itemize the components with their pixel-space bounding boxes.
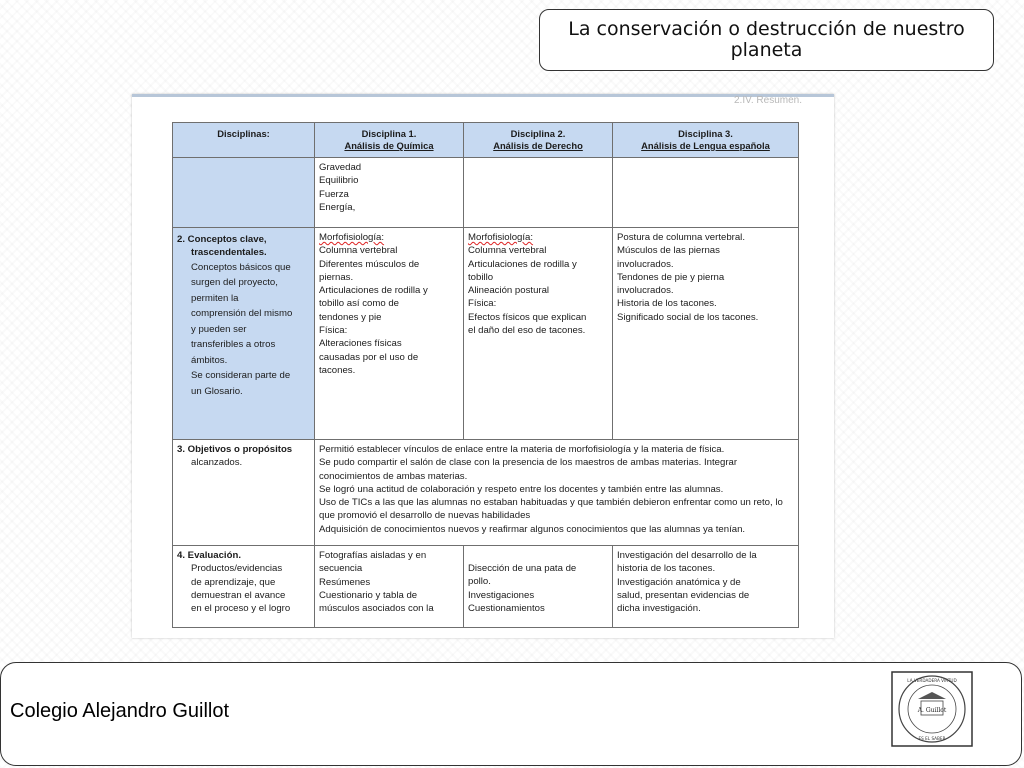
table-row	[173, 546, 799, 628]
summary-table	[172, 122, 799, 628]
school-logo	[891, 671, 973, 747]
school-name: Colegio Alejandro Guillot	[10, 700, 230, 722]
table-row	[173, 158, 799, 228]
slide-title-box	[539, 9, 994, 71]
row1-cell-1: Gravedad Equilibrio Fuerza Energía,	[315, 158, 464, 228]
row4-cell-3: Investigación del desarrollo de la historia de los tacones. Investigación anatómica y de salud, presentan evidencias de dicha investigación.	[613, 546, 799, 628]
row4-cell-1: Fotografías aisladas y en secuencia Resúmenes Cuestionario y tabla de músculos asociados con la	[315, 546, 464, 628]
table-row	[173, 440, 799, 546]
logo-name: A. Guillot	[917, 707, 947, 714]
row3-label-cell: 3. Objetivos o propósitos alcanzados.	[173, 440, 315, 546]
row1-label-cell	[173, 158, 315, 228]
header-disciplinas: Disciplinas:	[173, 123, 315, 158]
logo-motto-top: LA VERDADERA VIRTUD	[907, 678, 957, 683]
header-disciplina-1: Disciplina 1. Análisis de Química	[315, 123, 464, 158]
table-header-row	[173, 123, 799, 158]
row2-label-cell: 2. Conceptos clave, trascendentales. Conceptos básicos que surgen del proyecto, permiten la comprensión del mismo y pueden ser transferibles a otros ámbitos. Se consideran parte de un Glosario.	[173, 228, 315, 440]
row2-cell-1: Morfofisiología: Columna vertebral Diferentes músculos de piernas. Articulaciones de rodilla y tobillo así como de tendones y pie Física: Alteraciones físicas causadas por el uso de tacones.	[315, 228, 464, 440]
header-disciplina-3: Disciplina 3. Análisis de Lengua española	[613, 123, 799, 158]
row4-label-cell: 4. Evaluación. Productos/evidencias de aprendizaje, que demuestran el avance en el proceso y el logro	[173, 546, 315, 628]
logo-motto-bottom: ES EL SABER	[918, 736, 946, 741]
slide-title: La conservación o destrucción de nuestro planeta	[568, 18, 965, 61]
faded-caption: 2.IV. Resumen.	[733, 95, 802, 106]
table-row	[173, 228, 799, 440]
embedded-slide-image	[132, 94, 834, 638]
row2-cell-3: Postura de columna vertebral. Músculos de las piernas involucrados. Tendones de pie y pierna involucrados. Historia de los tacones. Significado social de los tacones.	[613, 228, 799, 440]
row1-cell-2	[464, 158, 613, 228]
row1-cell-3	[613, 158, 799, 228]
row3-objectives-cell: Permitió establecer vínculos de enlace entre la materia de morfofisiología y la materia de física. Se pudo compartir el salón de clase con la presencia de los maestros de ambas materias. Integrar conocimientos de ambas materias. Se logró una actitud de colaboración y respeto entre los docentes y también entre las alumnas. Uso de TICs a las que las alumnas no estaban habituadas y que también debieron enfrentar como un reto, lo que promovió el desarrollo de nuevas habilidades Adquisición de conocimientos nuevos y reafirmar algunos conocimientos que las alumnas ya tenían.	[315, 440, 799, 546]
row4-cell-2: Disección de una pata de pollo. Investigaciones Cuestionamientos	[464, 546, 613, 628]
header-disciplina-2: Disciplina 2. Análisis de Derecho	[464, 123, 613, 158]
row2-cell-2: Morfofisiología: Columna vertebral Articulaciones de rodilla y tobillo Alineación postural Física: Efectos físicos que explican el daño del eso de tacones.	[464, 228, 613, 440]
